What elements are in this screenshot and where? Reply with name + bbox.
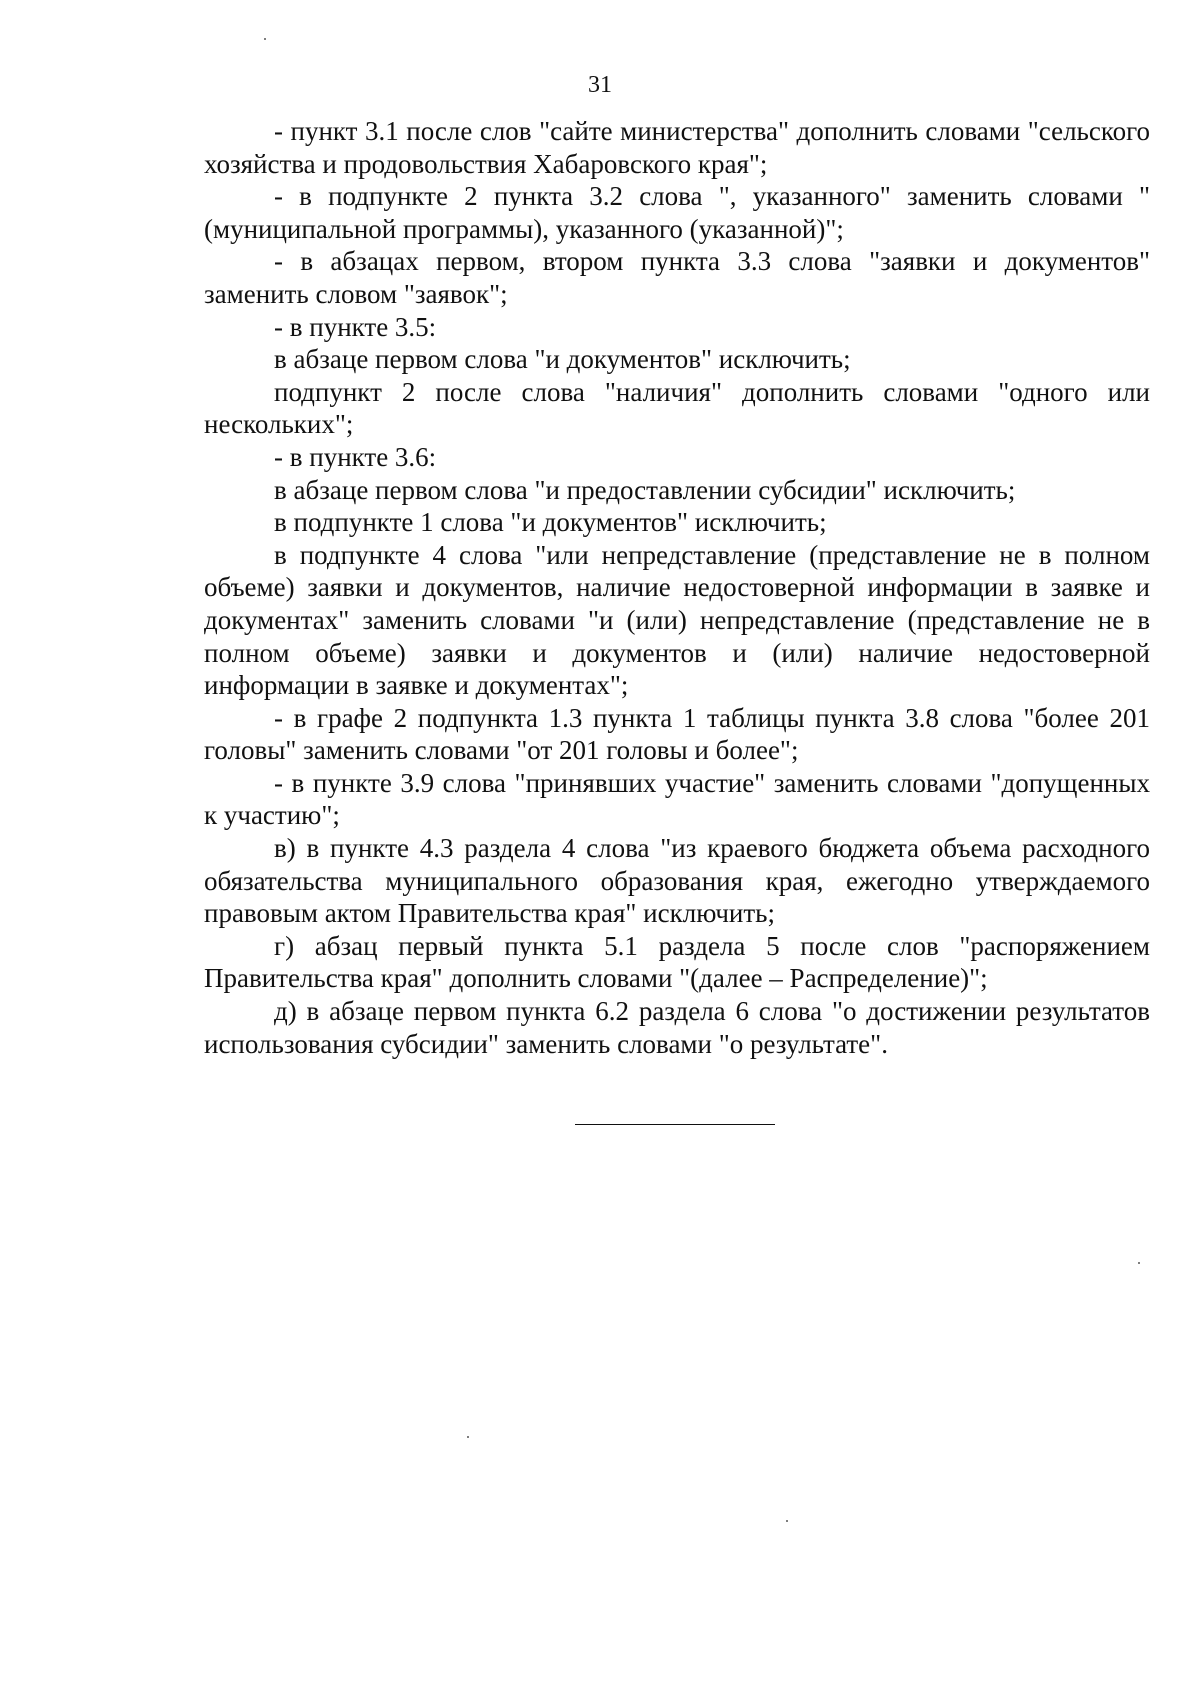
paragraph: подпункт 2 после слова "наличия" дополнить словами "одного или нескольких"; <box>204 376 1150 440</box>
document-body <box>204 115 1150 1060</box>
paragraph: - в графе 2 подпункта 1.3 пункта 1 таблицы пункта 3.8 слова "более 201 головы" заменить словами "от 201 головы и более"; <box>204 702 1150 766</box>
paragraph: - в пункте 3.5: <box>274 311 437 342</box>
page-number: 31 <box>588 72 612 98</box>
paragraph: г) абзац первый пункта 5.1 раздела 5 после слов "распоряжением Правительства края" дополнить словами "(далее – Распределение)"; <box>204 930 1150 994</box>
paragraph: в абзаце первом слова "и предоставлении субсидии" исключить; <box>274 474 1016 505</box>
paragraph: д) в абзаце первом пункта 6.2 раздела 6 слова "о достижении результатов использования субсидии" заменить словами "о результате". <box>204 996 1150 1059</box>
paragraph: - в пункте 3.9 слова "принявших участие" заменить словами "допущенных к участию"; <box>204 767 1150 831</box>
scan-speck <box>467 1436 469 1438</box>
scan-speck <box>264 38 266 40</box>
scan-speck <box>1138 1262 1140 1264</box>
paragraph: в подпункте 4 слова "или непредставление (представление не в полном объеме) заявки и документов, наличие недостоверной информации в заявке и документах" заменить словами "и (или) непредставление (представление не в полном объеме) заявки и документов и (или) наличие недостоверной информации в заявке и документах"; <box>204 539 1150 701</box>
end-separator-line <box>575 1124 775 1125</box>
paragraph: - пункт 3.1 после слов "сайте министерства" дополнить словами "сельского хозяйства и продовольствия Хабаровского края"; <box>204 116 1150 179</box>
paragraph: в абзаце первом слова "и документов" исключить; <box>274 344 851 375</box>
paragraph: - в абзацах первом, втором пункта 3.3 слова "заявки и документов" заменить словом "заявок"; <box>204 246 1150 309</box>
paragraph: - в пункте 3.6: <box>274 441 437 472</box>
scan-speck <box>786 1520 788 1522</box>
paragraph: - в подпункте 2 пункта 3.2 слова ", указанного" заменить словами "(муниципальной программы), указанного (указанной)"; <box>204 181 1150 244</box>
paragraph: в подпункте 1 слова "и документов" исключить; <box>274 507 827 538</box>
paragraph: в) в пункте 4.3 раздела 4 слова "из краевого бюджета объема расходного обязательства муниципального образования края, ежегодно утверждаемого правовым актом Правительства края" исключить; <box>204 833 1150 929</box>
